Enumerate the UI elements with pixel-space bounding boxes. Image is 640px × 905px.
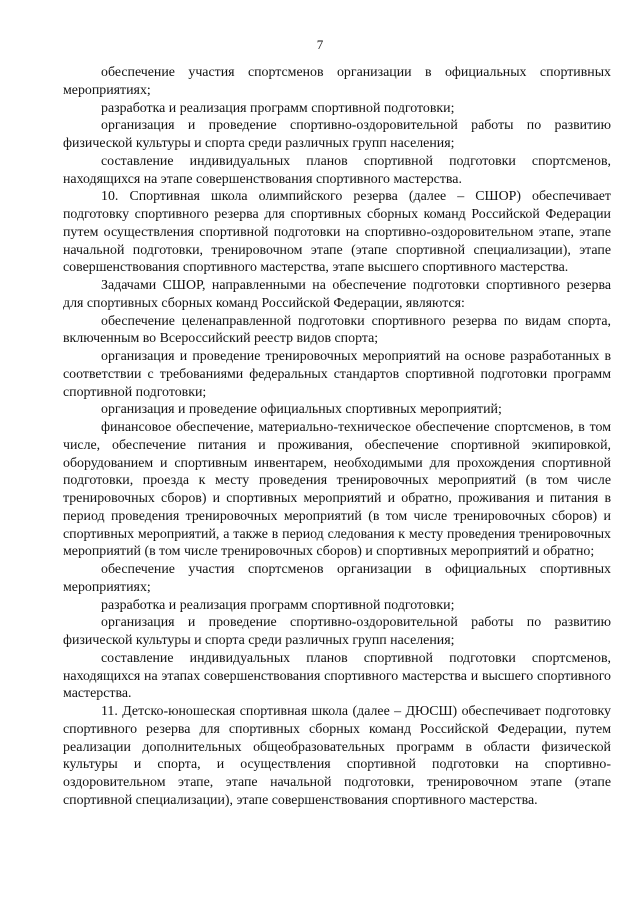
paragraph: Задачами СШОР, направленными на обеспечение подготовки спортивного резерва для спортивных сборных команд Российской Федерации, являются: xyxy=(63,278,611,311)
document-body xyxy=(63,64,611,810)
paragraph: разработка и реализация программ спортивной подготовки; xyxy=(101,597,455,613)
paragraph: составление индивидуальных планов спортивной подготовки спортсменов, находящихся на этапе совершенствования спортивного мастерства. xyxy=(63,153,611,187)
paragraph: составление индивидуальных планов спортивной подготовки спортсменов, находящихся на этапах совершенствования спортивного мастерства и высшего спортивного мастерства. xyxy=(63,650,611,702)
paragraph: 11. Детско-юношеская спортивная школа (далее – ДЮСШ) обеспечивает подготовку спортивного резерва для спортивных сборных команд Российской Федерации, путем реализации дополнительных общеобразовательных программ в области физической культуры и спорта, и осуществления спортивной подготовки на спортивно-оздоровительном этапе, этапе начальной подготовки, тренировочном этапе (этапе спортивной специализации), этапе совершенствования спортивного мастерства. xyxy=(63,704,611,808)
paragraph: обеспечение целенаправленной подготовки спортивного резерва по видам спорта, включенным во Всероссийский реестр видов спорта; xyxy=(63,313,611,347)
paragraph: организация и проведение тренировочных мероприятий на основе разработанных в соответствии с требованиями федеральных стандартов спортивной подготовки программ спортивной подготовки; xyxy=(63,349,611,400)
paragraph: 10. Спортивная школа олимпийского резерва (далее – СШОР) обеспечивает подготовку спортивного резерва для спортивных сборных команд Российской Федерации путем осуществления спортивной подготовки на спортивно-оздоровительном этапе, этапе начальной подготовки, тренировочном этапе (этапе спортивной специализации), этапе совершенствования спортивного мастерства, этапе высшего спортивного мастерства. xyxy=(63,189,611,276)
paragraph: обеспечение участия спортсменов организации в официальных спортивных мероприятиях; xyxy=(63,65,611,98)
paragraph: организация и проведение спортивно-оздоровительной работы по развитию физической культуры и спорта среди различных групп населения; xyxy=(63,615,611,648)
page-number: 7 xyxy=(316,37,324,52)
paragraph: обеспечение участия спортсменов организации в официальных спортивных мероприятиях; xyxy=(63,562,611,595)
paragraph: разработка и реализация программ спортивной подготовки; xyxy=(101,100,455,116)
paragraph: финансовое обеспечение, материально-техническое обеспечение спортсменов, в том числе, обеспечение питания и проживания, обеспечение спортивной экипировкой, оборудованием и спортивным инвентарем, необходимыми для прохождения спортивной подготовки, проезда к месту проведения тренировочных мероприятий (в том числе тренировочных сборов) и спортивных мероприятий и обратно, проживания и питания в период проведения тренировочных мероприятий (в том числе тренировочных сборов) и спортивных мероприятий, а также в период следования к месту проведения тренировочных мероприятий (в том числе тренировочных сборов) и спортивных мероприятий и обратно; xyxy=(63,420,611,560)
paragraph: организация и проведение спортивно-оздоровительной работы по развитию физической культуры и спорта среди различных групп населения; xyxy=(63,118,611,151)
paragraph: организация и проведение официальных спортивных мероприятий; xyxy=(101,402,502,418)
